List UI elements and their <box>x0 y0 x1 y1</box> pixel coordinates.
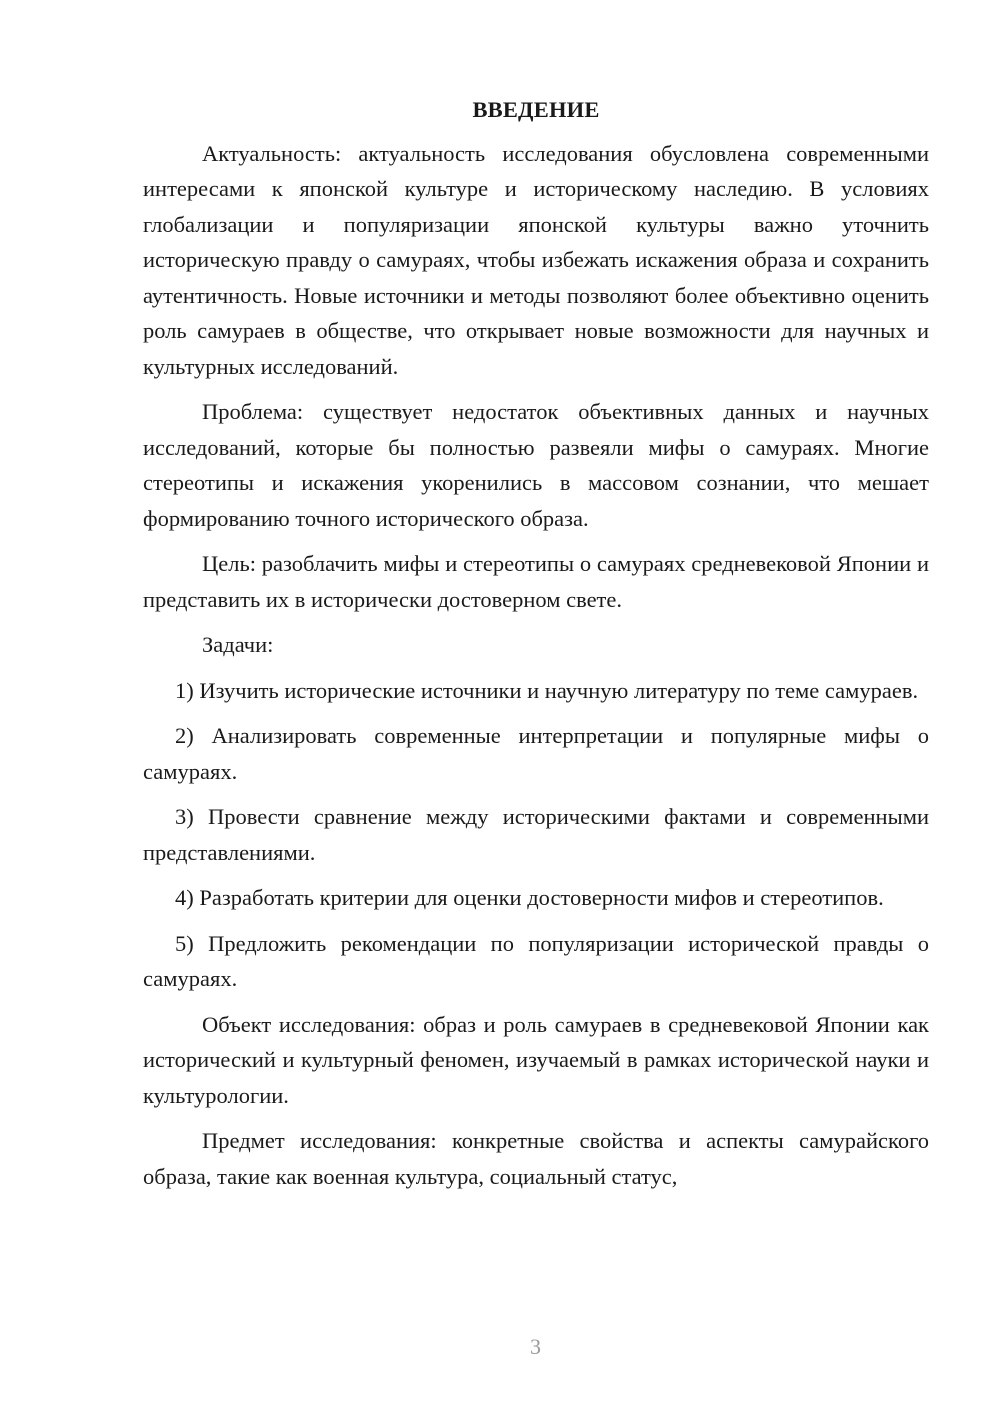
paragraph-object: Объект исследования: образ и роль самураев в средневековой Японии как исторический и культурный феномен, изучаемый в рамках исторической науки и культурологии. <box>143 1011 929 1108</box>
task-item-1: 1) Изучить исторические источники и научную литературу по теме самураев. <box>175 677 919 703</box>
task-item-4: 4) Разработать критерии для оценки достоверности мифов и стереотипов. <box>175 885 884 910</box>
task-item-3: 3) Провести сравнение между историческими фактами и современными представлениями. <box>143 804 929 865</box>
document-page <box>143 92 929 1204</box>
tasks-heading: Задачи: <box>202 632 274 657</box>
page-title: ВВЕДЕНИЕ <box>472 97 600 122</box>
task-item-2: 2) Анализировать современные интерпретации и популярные мифы о самураях. <box>143 723 929 784</box>
page-number: 3 <box>530 1334 541 1359</box>
paragraph-relevance: Актуальность: актуальность исследования обусловлена современными интересами к японской культуре и историческому наследию. В условиях глобализации и популяризации японской культуры важно уточнить историческую правду о самураях, чтобы избежать искажения образа и сохранить аутентичность. Новые источники и методы позволяют более объективно оценить роль самураев в обществе, что открывает новые возможности для научных и культурных исследований. <box>143 140 929 379</box>
paragraph-subject: Предмет исследования: конкретные свойства и аспекты самурайского образа, такие как военная культура, социальный статус, <box>143 1128 929 1189</box>
task-item-5: 5) Предложить рекомендации по популяризации исторической правды о самураях. <box>143 930 929 991</box>
paragraph-problem: Проблема: существует недостаток объективных данных и научных исследований, которые бы полностью развеяли мифы о самураях. Многие стереотипы и искажения укоренились в массовом сознании, что мешает формированию точного исторического образа. <box>143 399 929 531</box>
paragraph-goal: Цель: разоблачить мифы и стереотипы о самураях средневековой Японии и представить их в исторически достоверном свете. <box>143 551 929 612</box>
